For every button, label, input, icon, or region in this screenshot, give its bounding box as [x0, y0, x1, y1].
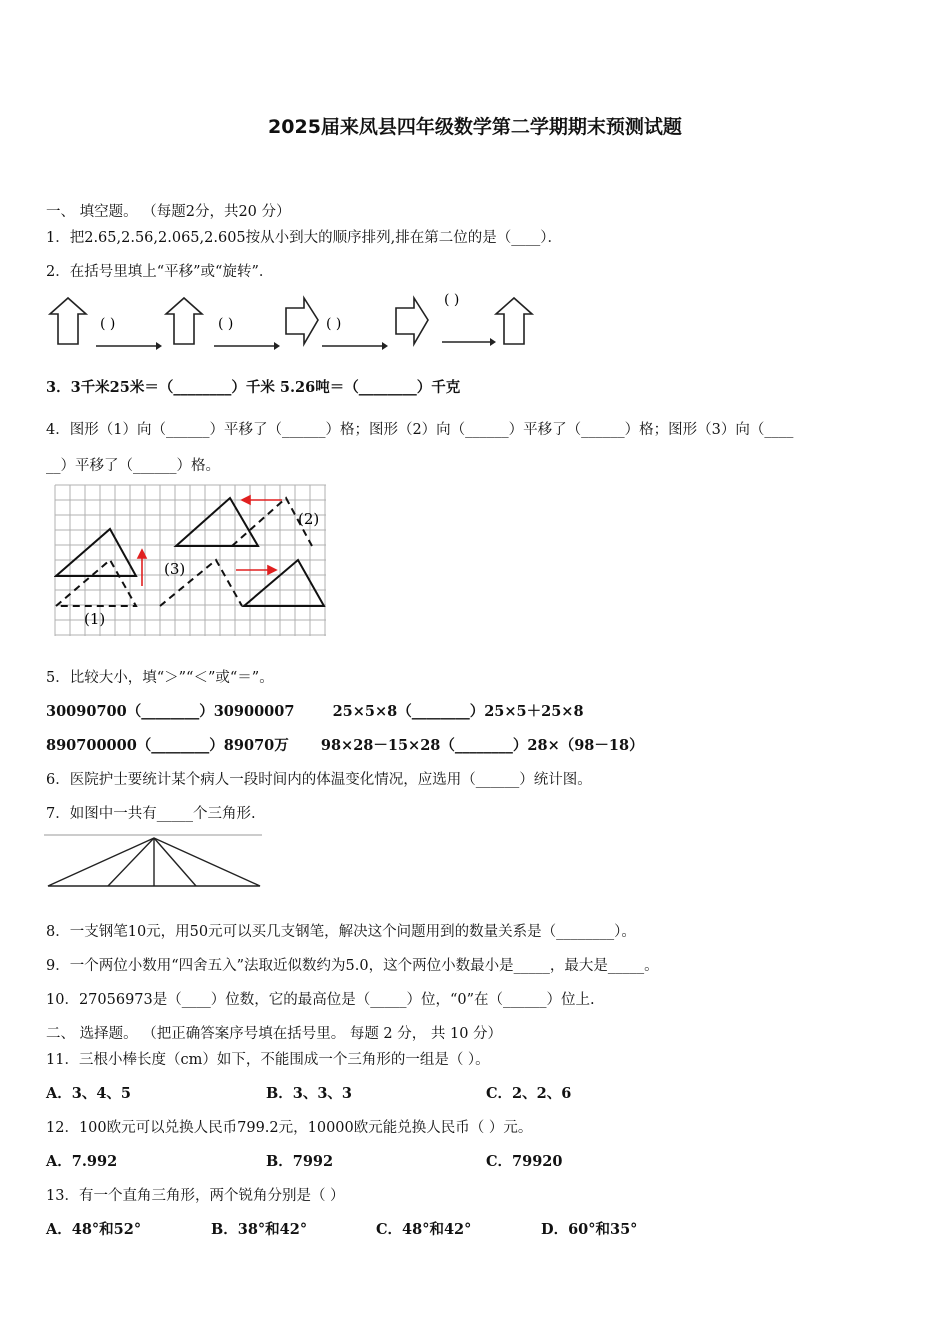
- q13-option-b: B．38°和42°: [211, 1221, 308, 1238]
- right-arrow-shape-1: [286, 298, 318, 344]
- question-2: 2．在括号里填上“平移”或“旋转”．: [46, 264, 274, 280]
- q2-paren-4: ( ): [444, 292, 460, 308]
- label-3: (3): [164, 560, 186, 578]
- q12-option-a: A．7.992: [46, 1153, 118, 1170]
- q13-option-a: A．48°和52°: [46, 1221, 142, 1238]
- label-1: (1): [84, 610, 106, 628]
- q5-row1-right: 25×5×8（________）25×5＋25×8: [332, 703, 584, 720]
- question-8: 8．一支钢笔10元，用50元可以买几支钢笔，解决这个问题用到的数量关系是（________）。: [46, 924, 636, 940]
- question-6: 6．医院护士要统计某个病人一段时间内的体温变化情况，应选用（______）统计图。: [46, 772, 592, 788]
- question-3: 3．3千米25米＝（________）千米 5.26吨＝（________）千克: [46, 379, 461, 396]
- question-4: [46, 412, 906, 484]
- question-11: 11．三根小棒长度（cm）如下，不能围成一个三角形的一组是（ ）。: [46, 1052, 490, 1068]
- question-5-row-2: [46, 736, 644, 756]
- question-12-options: [46, 1152, 563, 1172]
- question-12: 12．100欧元可以兑换人民币799.2元，10000欧元能兑换人民币（ ）元。: [46, 1120, 533, 1136]
- triangle-1-original: [56, 560, 136, 606]
- question-11-options: [46, 1084, 571, 1104]
- question-13: 13．有一个直角三角形，两个锐角分别是（ ）: [46, 1188, 345, 1204]
- up-arrow-shape-2: [166, 298, 202, 344]
- question-4-line-1: 4．图形（1）向（______）平移了（______）格；图形（2）向（______）平移了（______）格；图形（3）向（____: [46, 422, 794, 438]
- question-4-line-2: __）平移了（______）格。: [46, 458, 220, 474]
- up-arrow-shape-3: [496, 298, 532, 344]
- question-10: 10．27056973是（____）位数，它的最高位是（_____）位，“0”在（______）位上.: [46, 992, 595, 1008]
- label-2: (2): [298, 510, 320, 528]
- question-5-row-1: [46, 702, 584, 722]
- q12-option-b: B．7992: [266, 1153, 334, 1170]
- q2-paren-3: ( ): [326, 316, 342, 332]
- q2-paren-2: ( ): [218, 316, 234, 332]
- q13-option-c: C．48°和42°: [376, 1221, 472, 1238]
- right-arrow-shape-2: [396, 298, 428, 344]
- section-2-heading: 二、 选择题。 （把正确答案序号填在括号里。 每题 2 分， 共 10 分）: [46, 1026, 503, 1042]
- triangle-3: [244, 560, 324, 606]
- q11-option-a: A．3、4、5: [46, 1085, 132, 1102]
- q2-paren-1: ( ): [100, 316, 116, 332]
- q5-row1-left: 30090700（________）30900007: [46, 703, 295, 720]
- triangle-2: [176, 498, 258, 546]
- q11-option-c: C．2、2、6: [486, 1085, 572, 1102]
- up-arrow-shape-1: [50, 298, 86, 344]
- q12-option-c: C．79920: [486, 1153, 563, 1170]
- question-13-options: [46, 1220, 637, 1240]
- section-1-heading: 一、 填空题。 （每题2分，共20 分）: [46, 204, 291, 220]
- question-7: 7．如图中一共有_____个三角形.: [46, 806, 256, 822]
- q5-row2-right: 98×28－15×28（________）28×（98－18）: [320, 737, 644, 754]
- question-5: 5．比较大小，填“＞”“＜”或“＝”。: [46, 670, 274, 686]
- q5-row2-left: 890700000（________）89070万: [46, 737, 289, 754]
- q11-option-b: B．3、3、3: [266, 1085, 353, 1102]
- page-title: 2025届来凤县四年级数学第二学期期末预测试题: [268, 116, 682, 138]
- q7-triangle-figure: [44, 834, 264, 890]
- question-9: 9．一个两位小数用“四舍五入”法取近似数约为5.0，这个两位小数最小是_____，最大是_____。: [46, 958, 659, 974]
- triangle-1: [56, 529, 136, 576]
- q13-option-d: D．60°和35°: [541, 1221, 638, 1238]
- q4-grid-figure: [54, 484, 328, 638]
- question-1: 1．把2.65,2.56,2.065,2.605按从小到大的顺序排列,排在第二位的是（____）．: [46, 230, 563, 246]
- q2-transform-figure: [44, 290, 544, 360]
